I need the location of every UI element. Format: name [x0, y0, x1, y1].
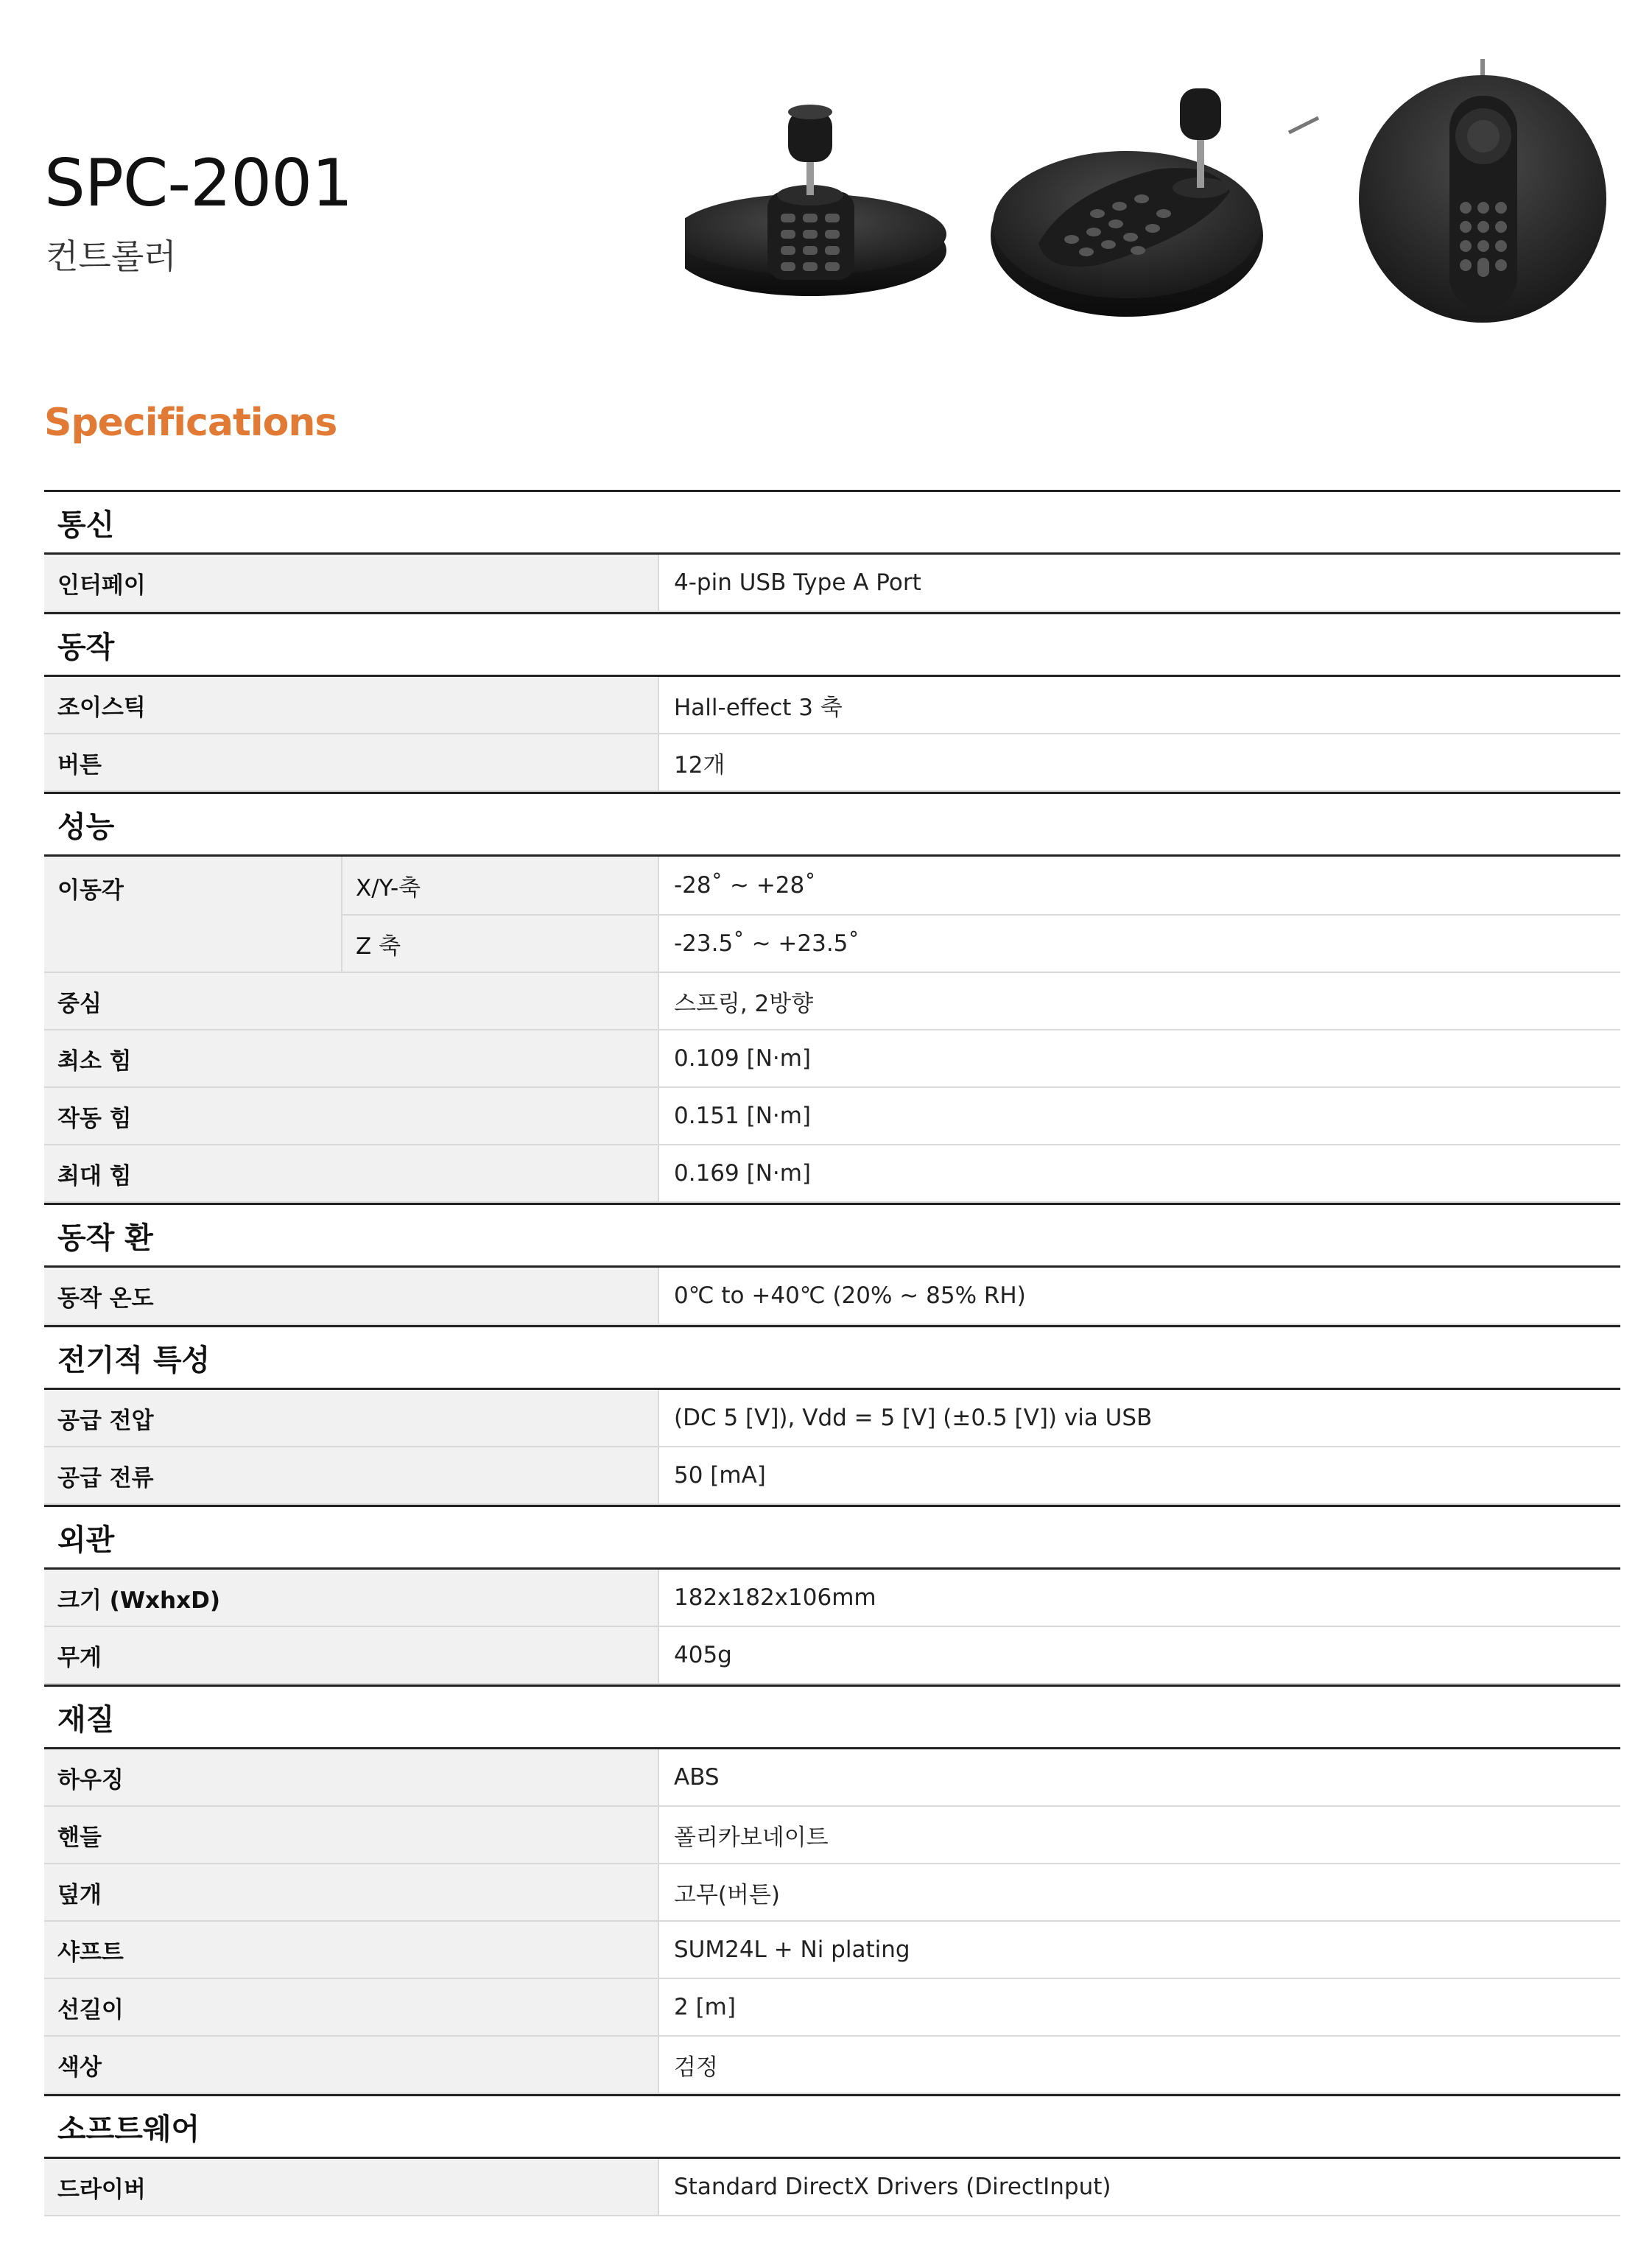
spec-value: -28˚ ~ +28˚ — [674, 872, 816, 899]
spec-label: 드라이버 — [44, 2159, 659, 2215]
spec-value: 폴리카보네이트 — [674, 1824, 829, 1851]
category-appearance: 외관 — [44, 1505, 1620, 1570]
controller-front-view-icon — [685, 105, 946, 296]
spec-label: 중심 — [44, 973, 659, 1029]
spec-value: Standard DirectX Drivers (DirectInput) — [674, 2174, 1111, 2200]
spec-row — [44, 2037, 1620, 2094]
spec-group-movement-angle — [44, 857, 1620, 973]
spec-label: 조이스틱 — [44, 677, 659, 733]
spec-label: 크기 (WxhxD) — [44, 1570, 659, 1626]
category-performance: 성능 — [44, 792, 1620, 857]
spec-value: 스프링, 2방향 — [674, 990, 814, 1017]
spec-subrow — [342, 857, 1620, 914]
spec-value: 0.151 [N·m] — [674, 1103, 812, 1129]
spec-label: 선길이 — [44, 1979, 659, 2035]
spec-label: 공급 전압 — [44, 1390, 659, 1446]
spec-subrow — [342, 914, 1620, 972]
spec-row — [44, 734, 1620, 792]
spec-label: 덮개 — [44, 1864, 659, 1920]
controller-angled-view-icon — [991, 88, 1318, 317]
spec-row — [44, 1030, 1620, 1088]
spec-value: 0℃ to +40℃ (20% ~ 85% RH) — [674, 1282, 1026, 1309]
spec-value: 고무(버튼) — [674, 1881, 780, 1908]
spec-value: 50 [mA] — [674, 1462, 766, 1489]
spec-value: 0.169 [N·m] — [674, 1160, 812, 1187]
spec-table — [44, 490, 1620, 2216]
spec-label: 색상 — [44, 2037, 659, 2093]
spec-value: 검정 — [674, 2054, 718, 2081]
spec-label: 무게 — [44, 1627, 659, 1683]
spec-label: 최대 힘 — [44, 1145, 659, 1201]
spec-label: 이동각 — [44, 857, 342, 972]
spec-value: (DC 5 [V]), Vdd = 5 [V] (±0.5 [V]) via USB — [674, 1405, 1153, 1431]
product-images — [685, 44, 1613, 339]
spec-row — [44, 973, 1620, 1030]
spec-row — [44, 1390, 1620, 1447]
spec-value: Hall-effect 3 축 — [674, 694, 843, 721]
product-subtitle: 컨트롤러 — [46, 236, 177, 276]
category-operation: 동작 — [44, 612, 1620, 677]
spec-row — [44, 1749, 1620, 1807]
spec-value: 12개 — [674, 751, 725, 779]
spec-row — [44, 1979, 1620, 2037]
spec-sublabel: X/Y-축 — [342, 857, 659, 914]
spec-row — [44, 2159, 1620, 2216]
spec-row — [44, 1268, 1620, 1325]
spec-label: 공급 전류 — [44, 1447, 659, 1503]
spec-row — [44, 1570, 1620, 1627]
spec-value: SUM24L + Ni plating — [674, 1936, 910, 1963]
spec-label: 버튼 — [44, 734, 659, 790]
spec-row — [44, 555, 1620, 612]
spec-label: 최소 힘 — [44, 1030, 659, 1086]
category-software: 소프트웨어 — [44, 2094, 1620, 2159]
spec-label: 핸들 — [44, 1807, 659, 1863]
spec-value: 4-pin USB Type A Port — [674, 569, 921, 596]
spec-value: 405g — [674, 1642, 732, 1668]
spec-label: 인터페이 — [44, 555, 659, 611]
spec-row — [44, 677, 1620, 734]
spec-label: 샤프트 — [44, 1922, 659, 1978]
spec-row — [44, 1145, 1620, 1203]
controller-top-view-icon — [1359, 59, 1606, 323]
spec-row — [44, 1088, 1620, 1145]
category-electrical: 전기적 특성 — [44, 1325, 1620, 1390]
spec-value: 2 [m] — [674, 1994, 736, 2020]
spec-value: -23.5˚ ~ +23.5˚ — [674, 930, 860, 957]
spec-label: 작동 힘 — [44, 1088, 659, 1144]
spec-value: 182x182x106mm — [674, 1584, 876, 1611]
spec-value: ABS — [674, 1764, 720, 1791]
spec-row — [44, 1922, 1620, 1979]
spec-label: 하우징 — [44, 1749, 659, 1805]
spec-row — [44, 1807, 1620, 1864]
spec-sublabel: Z 축 — [342, 916, 659, 972]
category-communication: 통신 — [44, 490, 1620, 555]
spec-row — [44, 1864, 1620, 1922]
model-name: SPC-2001 — [44, 145, 353, 221]
spec-row — [44, 1627, 1620, 1685]
spec-label: 동작 온도 — [44, 1268, 659, 1324]
spec-row — [44, 1447, 1620, 1505]
specifications-heading: Specifications — [44, 401, 337, 445]
category-material: 재질 — [44, 1685, 1620, 1749]
spec-value: 0.109 [N·m] — [674, 1045, 812, 1072]
page-header — [0, 0, 1652, 412]
category-environment: 동작 환 — [44, 1203, 1620, 1268]
